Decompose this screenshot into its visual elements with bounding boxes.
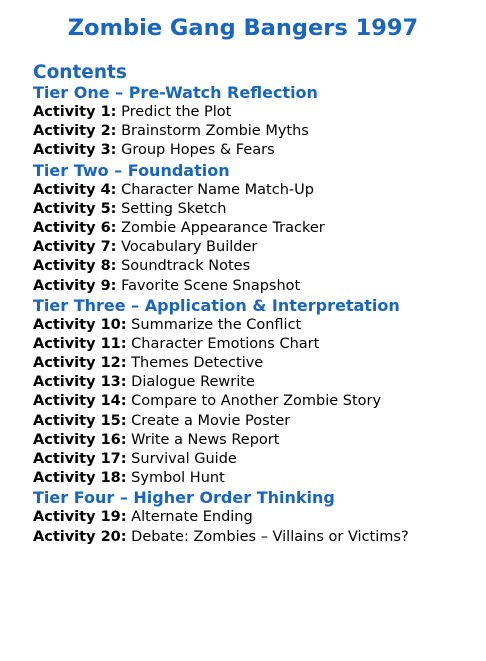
tier-heading: Tier Two – Foundation [33, 160, 230, 180]
activity-item [33, 450, 478, 469]
activity-item [33, 316, 478, 335]
activity-label: Activity 6: [33, 219, 117, 236]
activity-text: Zombie Appearance Tracker [121, 219, 325, 236]
activity-label: Activity 11: [33, 335, 127, 352]
document-title: Zombie Gang Bangers 1997 [67, 15, 419, 41]
activity-text: Debate: Zombies – Villains or Victims? [131, 528, 409, 545]
activity-item [33, 141, 478, 160]
activity-label: Activity 7: [33, 239, 117, 256]
activity-label: Activity 13: [33, 374, 127, 391]
activity-text: Predict the Plot [121, 104, 232, 120]
activity-text: Symbol Hunt [131, 470, 225, 487]
activity-item [33, 335, 478, 354]
activity-label: Activity 2: [33, 123, 117, 140]
activity-label: Activity 5: [33, 200, 117, 217]
activity-item [33, 277, 478, 296]
activity-label: Activity 18: [33, 470, 127, 487]
activity-label: Activity 3: [33, 142, 117, 159]
activity-text: Brainstorm Zombie Myths [121, 123, 309, 140]
activity-item [33, 122, 478, 141]
activity-item [33, 469, 478, 488]
activity-item [33, 373, 478, 392]
tier-heading: Tier Three – Application & Interpretation [33, 295, 400, 315]
activity-text: Alternate Ending [131, 509, 253, 526]
activity-item [33, 528, 478, 547]
activity-label: Activity 9: [33, 277, 117, 294]
activity-item [33, 257, 478, 276]
activity-item [33, 181, 478, 200]
table-of-contents [33, 83, 478, 547]
contents-heading: Contents [33, 62, 127, 83]
activity-text: Group Hopes & Fears [121, 142, 275, 159]
activity-text: Create a Movie Poster [131, 412, 291, 429]
activity-text: Write a News Report [131, 431, 280, 448]
activity-item [33, 392, 478, 411]
activity-item [33, 431, 478, 450]
activity-label: Activity 12: [33, 355, 127, 372]
tier-section [33, 161, 478, 296]
activity-text: Survival Guide [131, 451, 237, 467]
activity-label: Activity 15: [33, 412, 127, 429]
activity-label: Activity 14: [33, 393, 127, 410]
activity-item [33, 354, 478, 373]
activity-item [33, 508, 478, 527]
activity-text: Favorite Scene Snapshot [121, 277, 301, 294]
activity-item [33, 219, 478, 238]
activity-label: Activity 20: [33, 528, 127, 545]
activity-label: Activity 10: [33, 316, 127, 333]
tier-section [33, 488, 478, 546]
tier-section [33, 83, 478, 161]
activity-text: Vocabulary Builder [121, 239, 258, 256]
activity-text: Setting Sketch [121, 200, 227, 217]
tier-heading: Tier Four – Higher Order Thinking [33, 488, 335, 508]
activity-text: Dialogue Rewrite [131, 374, 255, 391]
activity-text: Compare to Another Zombie Story [131, 393, 382, 410]
activity-label: Activity 8: [33, 258, 117, 275]
activity-label: Activity 17: [33, 451, 127, 467]
activity-label: Activity 1: [33, 104, 117, 120]
activity-label: Activity 19: [33, 509, 127, 526]
tier-heading: Tier One – Pre-Watch Reflection [33, 83, 318, 102]
activity-text: Character Emotions Chart [131, 335, 320, 352]
activity-item [33, 200, 478, 219]
activity-text: Themes Detective [131, 355, 264, 372]
activity-text: Character Name Match-Up [121, 181, 314, 198]
activity-item [33, 412, 478, 431]
activity-label: Activity 4: [33, 181, 117, 198]
activity-text: Soundtrack Notes [121, 258, 251, 275]
activity-item [33, 103, 478, 122]
activity-text: Summarize the Conflict [131, 316, 302, 333]
activity-label: Activity 16: [33, 431, 127, 448]
activity-item [33, 238, 478, 257]
tier-section [33, 296, 478, 489]
